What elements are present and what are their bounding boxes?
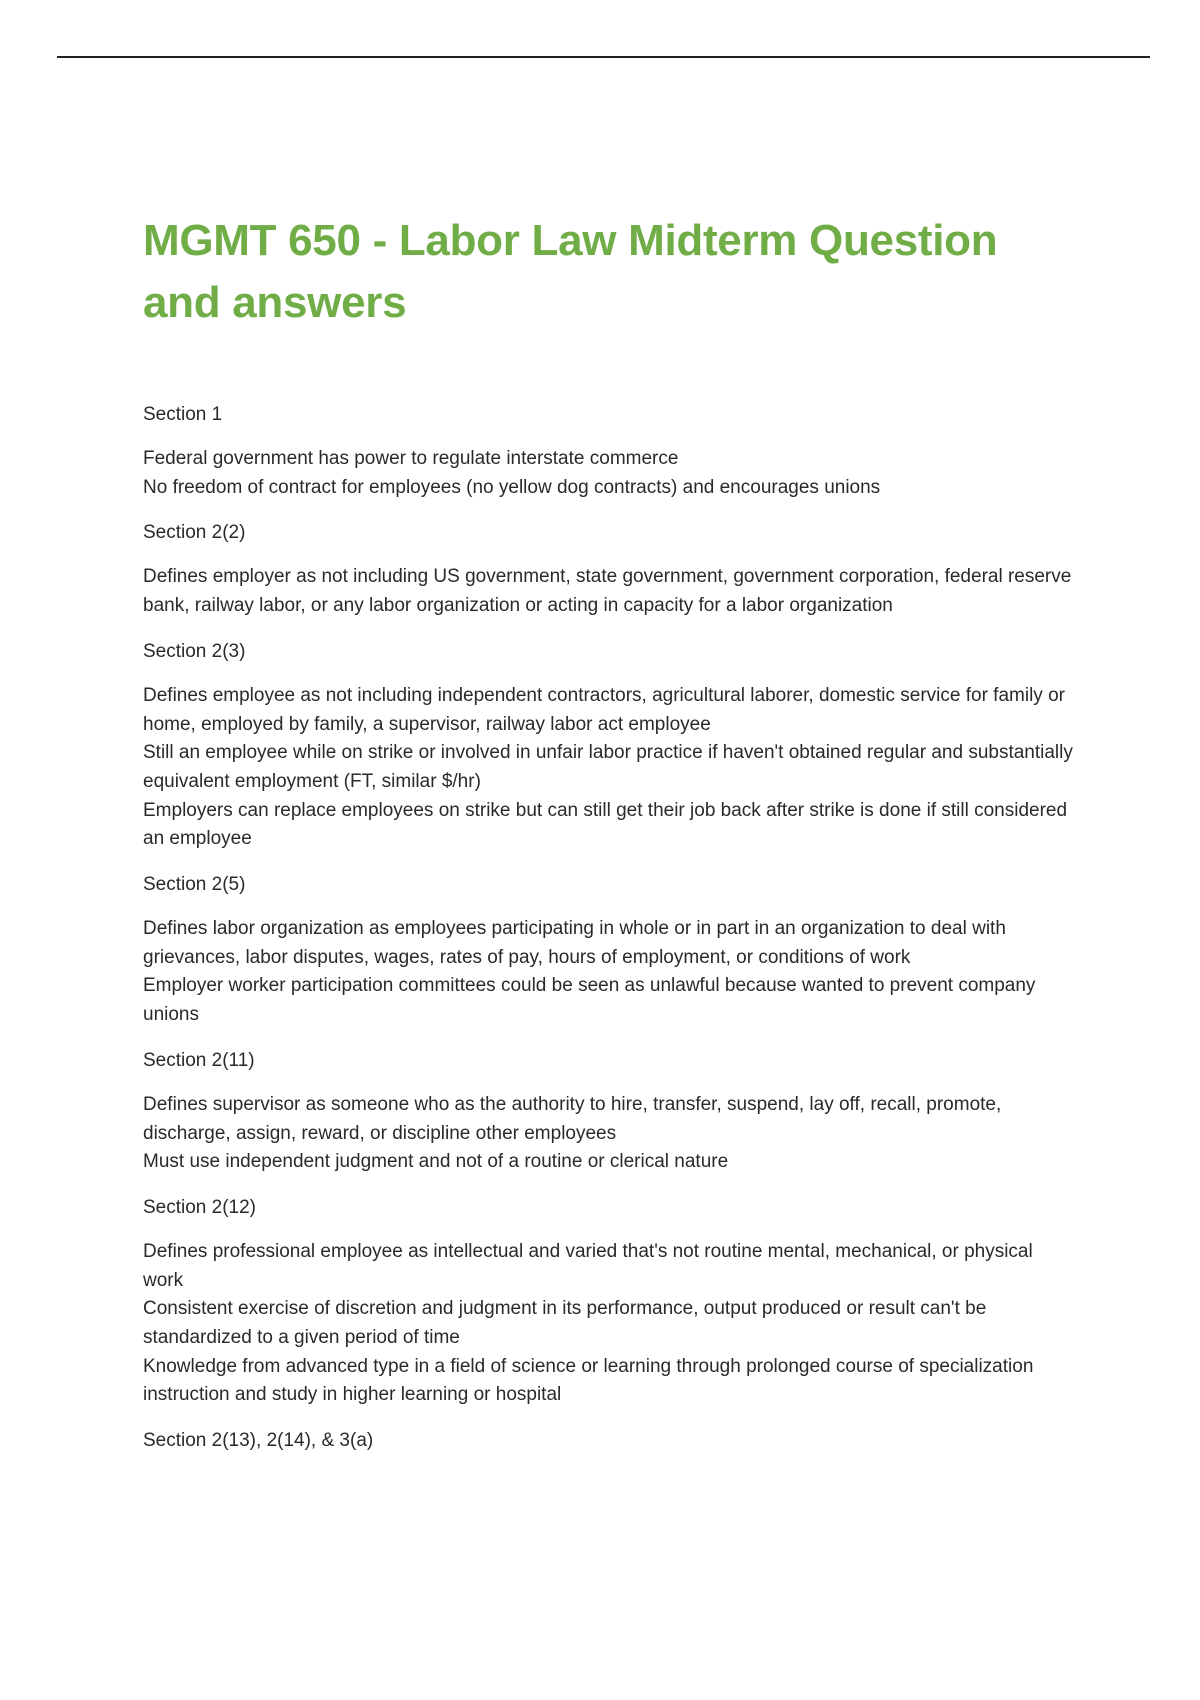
section-1: [143, 400, 1073, 502]
section-heading: Section 2(12): [143, 1196, 257, 1218]
section-heading: Section 2(3): [143, 640, 246, 662]
section-line: Defines supervisor as someone who as the authority to hire, transfer, suspend, lay off, recall, promote, discharge, assign, reward, or discipline other employees: [143, 1093, 1002, 1144]
section-2-13-2-14-3a: [143, 1426, 1073, 1455]
section-line: Defines employer as not including US government, state government, government corporation, federal reserve bank, railway labor, or any labor organization or acting in capacity for a labor organization: [143, 566, 1072, 617]
section-body: [143, 1091, 1073, 1177]
section-line: Defines employee as not including independent contractors, agricultural laborer, domestic service for family or home, employed by family, a supervisor, railway labor act employee: [143, 684, 1065, 735]
section-body: [143, 563, 1073, 620]
section-line: Federal government has power to regulate interstate commerce: [143, 448, 679, 469]
document-title: MGMT 650 - Labor Law Midterm Question and answers: [143, 216, 998, 327]
section-line: Defines labor organization as employees participating in whole or in part in an organization to deal with grievances, labor disputes, wages, rates of pay, hours of employment, or conditions of work: [143, 918, 1006, 968]
section-2-11: [143, 1046, 1073, 1177]
section-body: [143, 445, 1073, 502]
section-line: Knowledge from advanced type in a field of science or learning through prolonged course of specialization instruction and study in higher learning or hospital: [143, 1355, 1034, 1406]
section-line: Still an employee while on strike or involved in unfair labor practice if haven't obtained regular and substantially equivalent employment (FT, similar $/hr): [143, 742, 1073, 792]
header-rule: [57, 56, 1150, 58]
section-line: Defines professional employee as intellectual and varied that's not routine mental, mechanical, or physical work: [143, 1240, 1033, 1291]
section-heading: Section 2(13), 2(14), & 3(a): [143, 1430, 374, 1452]
section-heading: Section 2(5): [143, 874, 246, 896]
section-line: Must use independent judgment and not of a routine or clerical nature: [143, 1151, 729, 1173]
section-body: [143, 915, 1073, 1030]
section-list: [143, 400, 1073, 1455]
section-line: Employers can replace employees on strike but can still get their job back after strike is done if still considered an employee: [143, 799, 1068, 850]
section-2-12: [143, 1193, 1073, 1410]
section-2-2: [143, 518, 1073, 620]
section-line: Consistent exercise of discretion and judgment in its performance, output produced or result can't be standardized to a given period of time: [143, 1298, 987, 1349]
section-2-3: [143, 637, 1073, 854]
section-body: [143, 682, 1073, 854]
section-heading: Section 2(11): [143, 1049, 255, 1071]
document-content: [143, 210, 1073, 1471]
section-line: No freedom of contract for employees (no yellow dog contracts) and encourages unions: [143, 476, 881, 498]
section-2-5: [143, 870, 1073, 1030]
section-line: Employer worker participation committees could be seen as unlawful because wanted to prevent company unions: [143, 975, 1036, 1026]
section-body: [143, 1238, 1073, 1410]
section-heading: Section 2(2): [143, 522, 246, 544]
section-heading: Section 1: [143, 404, 223, 425]
